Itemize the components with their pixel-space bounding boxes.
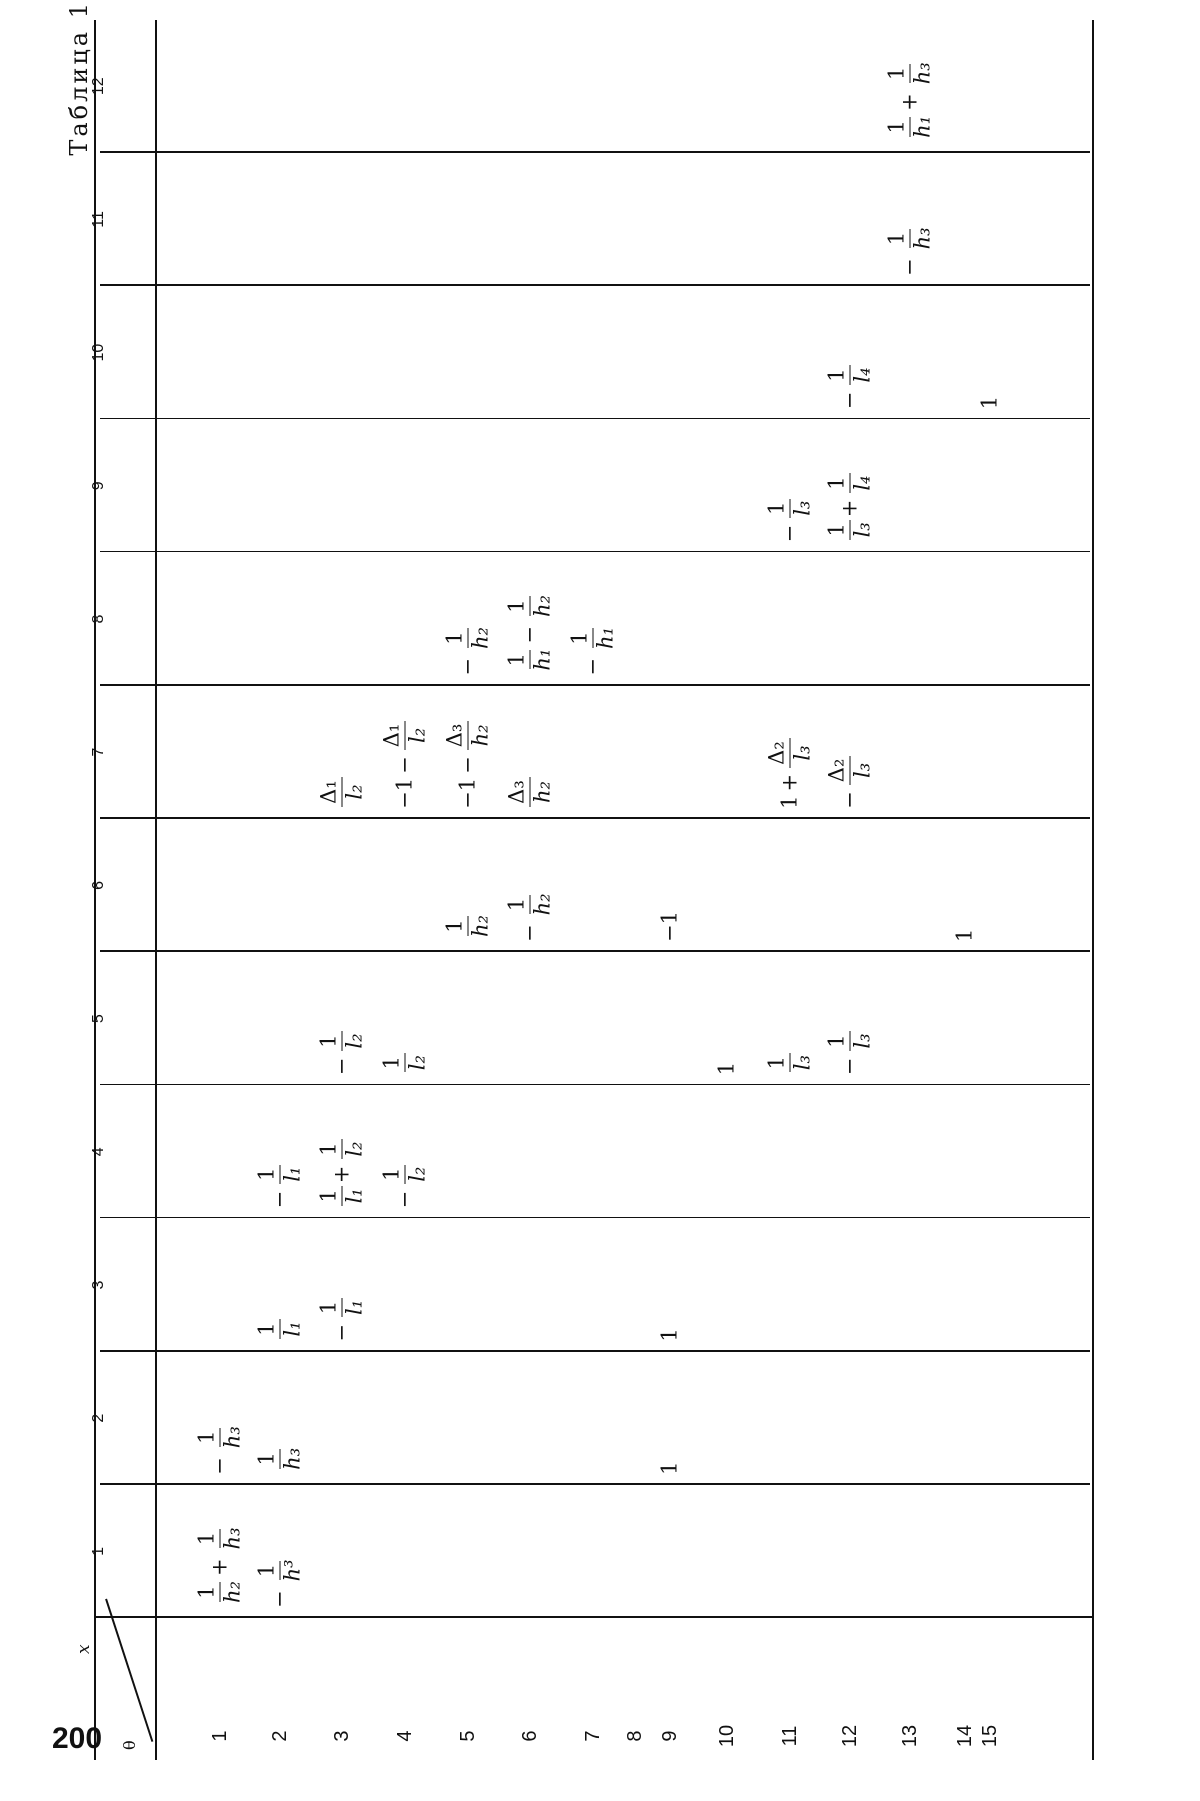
column-header: 10 bbox=[90, 343, 107, 362]
row-number: 1 bbox=[209, 1730, 231, 1742]
table-cell: 1 bbox=[714, 1061, 739, 1076]
row-number: 4 bbox=[394, 1730, 416, 1742]
table-cell: − 1 l₂ bbox=[382, 1162, 429, 1209]
table-cell: Δ₁ l₂ bbox=[319, 775, 366, 809]
table-cell: 1 bbox=[977, 395, 1002, 410]
table-cell: Δ₃ h₂ bbox=[507, 775, 554, 809]
rotated-table bbox=[60, 0, 1140, 1760]
column-separator bbox=[100, 684, 1090, 686]
column-header: 1 bbox=[90, 1546, 107, 1556]
row-number: 2 bbox=[269, 1730, 291, 1742]
table-cell: − 1 l₃ bbox=[827, 1028, 874, 1075]
row-number: 8 bbox=[624, 1730, 646, 1742]
column-separator bbox=[100, 1350, 1090, 1352]
table-cell: − 1 l₂ bbox=[319, 1028, 366, 1075]
stub-rule bbox=[94, 1616, 1094, 1618]
table-cell: 1 l₁ bbox=[257, 1316, 304, 1341]
table-cell: 1 h₃ bbox=[254, 1447, 305, 1470]
column-header: 3 bbox=[90, 1280, 107, 1290]
row-number: 6 bbox=[519, 1730, 541, 1742]
column-header: 12 bbox=[90, 77, 107, 96]
row-number: 12 bbox=[839, 1724, 861, 1748]
row-number: 5 bbox=[457, 1730, 479, 1742]
table-cell: 1 l₁ + 1 l₂ bbox=[319, 1137, 366, 1209]
column-separator bbox=[100, 1483, 1090, 1485]
table-cell: − 1 h₃ bbox=[884, 227, 935, 276]
column-separator bbox=[100, 285, 1090, 287]
table-cell: −1 bbox=[657, 911, 682, 942]
column-header: 7 bbox=[90, 747, 107, 757]
column-separator bbox=[100, 1084, 1090, 1086]
column-header: 11 bbox=[90, 211, 107, 228]
column-separator bbox=[100, 418, 1090, 420]
table-cell: 1 bbox=[657, 1328, 682, 1342]
table-cell: − 1 l₁ bbox=[257, 1162, 304, 1209]
corner-x-label: x bbox=[74, 1644, 94, 1654]
column-header: 4 bbox=[90, 1147, 107, 1157]
table-cell: − 1 h₃ bbox=[194, 1426, 245, 1475]
table-cell: − 1 h³ bbox=[254, 1559, 305, 1608]
row-number: 13 bbox=[899, 1724, 921, 1748]
row-number: 11 bbox=[779, 1725, 801, 1747]
column-header: 2 bbox=[90, 1413, 107, 1423]
table-cell: 1 bbox=[952, 928, 977, 942]
table-cell: 1 bbox=[657, 1461, 682, 1475]
table-cell: 1 l₃ + 1 l₄ bbox=[827, 471, 874, 543]
column-header: 8 bbox=[90, 614, 107, 624]
table-title: Таблица 1 bbox=[65, 0, 93, 156]
table-cell: − 1 l₃ bbox=[767, 496, 814, 543]
column-header: 6 bbox=[90, 880, 107, 890]
table-cell: −1 − Δ₁ l₂ bbox=[382, 719, 429, 809]
corner-theta-label: θ bbox=[120, 1740, 139, 1750]
column-header: 9 bbox=[90, 481, 107, 491]
table-cell: − 1 h₂ bbox=[442, 627, 493, 676]
header-rule bbox=[155, 20, 157, 1760]
column-separator bbox=[100, 151, 1090, 153]
table-cell: −1 − Δ₃ h₂ bbox=[445, 719, 492, 809]
row-number: 9 bbox=[659, 1730, 681, 1742]
table-cell: − 1 l₁ bbox=[319, 1295, 366, 1342]
row-number: 15 bbox=[979, 1724, 1001, 1748]
column-separator bbox=[100, 1217, 1090, 1219]
table-cell: − 1 l₄ bbox=[827, 362, 874, 409]
table-cell: 1 h₂ bbox=[442, 915, 493, 937]
table-cell: − 1 h₂ bbox=[504, 893, 555, 942]
table-cell: 1 h₂ + 1 h₃ bbox=[194, 1527, 245, 1603]
corner-diagonal bbox=[105, 1599, 153, 1742]
table-cell: 1 l₂ bbox=[382, 1050, 429, 1075]
table-cell: 1 l₃ bbox=[767, 1050, 814, 1075]
table-bottom-rule bbox=[1092, 20, 1094, 1760]
row-number: 3 bbox=[331, 1730, 353, 1742]
table-cell: 1 h₁ + 1 h₃ bbox=[884, 62, 935, 138]
page-number: 200 bbox=[52, 1722, 103, 1755]
row-number: 14 bbox=[954, 1724, 976, 1748]
column-separator bbox=[100, 951, 1090, 953]
row-number: 7 bbox=[582, 1730, 604, 1742]
table-cell: − 1 h₁ bbox=[567, 627, 618, 676]
table-cell: 1 h₁ − 1 h₂ bbox=[504, 595, 555, 671]
column-header: 5 bbox=[90, 1014, 107, 1024]
table-cell: − Δ₂ l₃ bbox=[827, 754, 874, 809]
row-number: 10 bbox=[716, 1724, 738, 1748]
column-separator bbox=[100, 551, 1090, 553]
column-separator bbox=[100, 817, 1090, 819]
table-cell: 1 + Δ₂ l₃ bbox=[767, 736, 814, 809]
